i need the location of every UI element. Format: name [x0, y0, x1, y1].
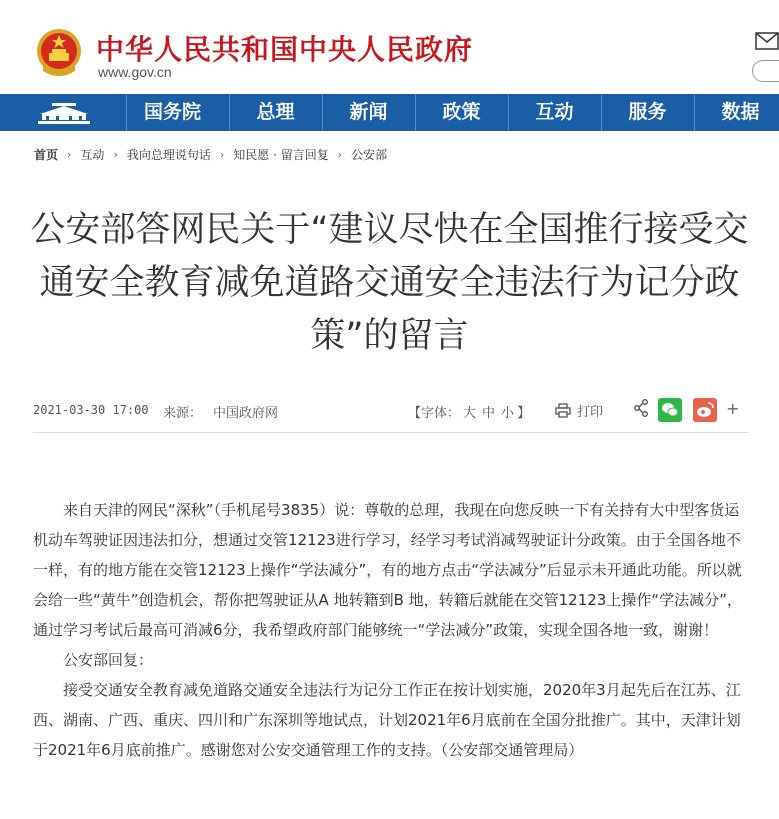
search-input[interactable]	[752, 60, 779, 82]
nav-item-premier[interactable]: 总理	[229, 94, 321, 131]
breadcrumb-separator-icon: ›	[67, 147, 72, 161]
article-paragraph-reply-label: 公安部回复：	[63, 651, 154, 669]
font-size-small-button[interactable]: 小	[501, 406, 515, 421]
nav-item-state-council[interactable]: 国务院	[126, 94, 218, 131]
font-size-label-close: 】	[517, 406, 531, 421]
article-body	[33, 495, 749, 765]
breadcrumb-message-premier[interactable]: 我向总理说句话	[126, 147, 211, 162]
national-emblem-icon[interactable]	[35, 27, 83, 79]
tiananmen-logo-icon[interactable]	[34, 100, 94, 126]
share-icon[interactable]	[633, 399, 649, 417]
printer-icon	[555, 403, 571, 418]
font-size-medium-button[interactable]: 中	[482, 406, 496, 421]
breadcrumb-home[interactable]: 首页	[34, 147, 59, 162]
breadcrumb-separator-icon: ›	[113, 147, 118, 161]
article-title: 公安部答网民关于“建议尽快在全国推行接受交通安全教育减免道路交通安全违法行为记分政策”的留言	[30, 210, 749, 356]
breadcrumb-separator-icon: ›	[219, 147, 225, 161]
site-header	[0, 0, 779, 94]
wechat-share-icon[interactable]	[658, 398, 682, 422]
font-size-large-button[interactable]: 大	[463, 406, 477, 421]
print-label: 打印	[577, 405, 604, 420]
nav-item-interaction[interactable]: 互动	[508, 94, 600, 131]
breadcrumb-replies[interactable]: 知民愿 · 留言回复	[233, 147, 329, 162]
article-paragraph-reply: 接受交通安全教育减免道路交通安全违法行为记分工作正在按计划实施，2020年3月起先后在江苏、江西、湖南、广西、重庆、四川和广东深圳等地试点，计划2021年6月底前在全国分批推广。其中，天津计划于2021年6月底前推广。感谢您对公安交通管理工作的支持。（公安部交通管理局）	[33, 681, 741, 759]
breadcrumb-separator-icon: ›	[337, 147, 343, 161]
site-title[interactable]: 中华人民共和国中央人民政府	[96, 33, 474, 66]
font-size-control	[408, 402, 530, 421]
mail-icon[interactable]	[755, 32, 779, 50]
font-size-label: 【字体：	[408, 406, 461, 421]
article-paragraph-question: 来自天津的网民“深秋”（手机尾号3835）说：尊敬的总理，我现在向您反映一下有关持有大中型客货运机动车驾驶证因违法扣分，想通过交管12123进行学习，经学习考试消减驾驶证计分政策。由于全国各地不一样，有的地方能在交管12123上操作“学法减分”，有的地方点击“学法减分”后显示未开通此功能。所以就会给一些“黄牛”创造机会，帮你把驾驶证从A 地转籍到B 地，转籍后就能在交管12123上操作“学法减分”，通过学习考试后最高可消减6分，我希望政府部门能够统一“学法减分”政策，实现全国各地一致，谢谢！	[33, 501, 742, 639]
print-button[interactable]	[555, 401, 603, 420]
meta-divider	[33, 432, 749, 433]
source-label: 来源：	[163, 406, 203, 421]
source-name: 中国政府网	[213, 406, 279, 421]
nav-item-policy[interactable]: 政策	[415, 94, 507, 131]
breadcrumb	[34, 145, 387, 163]
weibo-share-icon[interactable]	[693, 398, 717, 422]
publish-date: 2021-03-30 17:00	[33, 403, 149, 417]
breadcrumb-interaction[interactable]: 互动	[80, 147, 105, 162]
nav-item-services[interactable]: 服务	[601, 94, 693, 131]
nav-item-news[interactable]: 新闻	[322, 94, 414, 131]
more-share-icon[interactable]: +	[726, 399, 740, 418]
nav-item-data[interactable]: 数据	[694, 94, 779, 131]
site-url[interactable]: www.gov.cn	[98, 64, 172, 80]
article-meta	[33, 401, 749, 421]
breadcrumb-ministry[interactable]: 公安部	[351, 147, 388, 162]
main-nav	[0, 94, 779, 131]
